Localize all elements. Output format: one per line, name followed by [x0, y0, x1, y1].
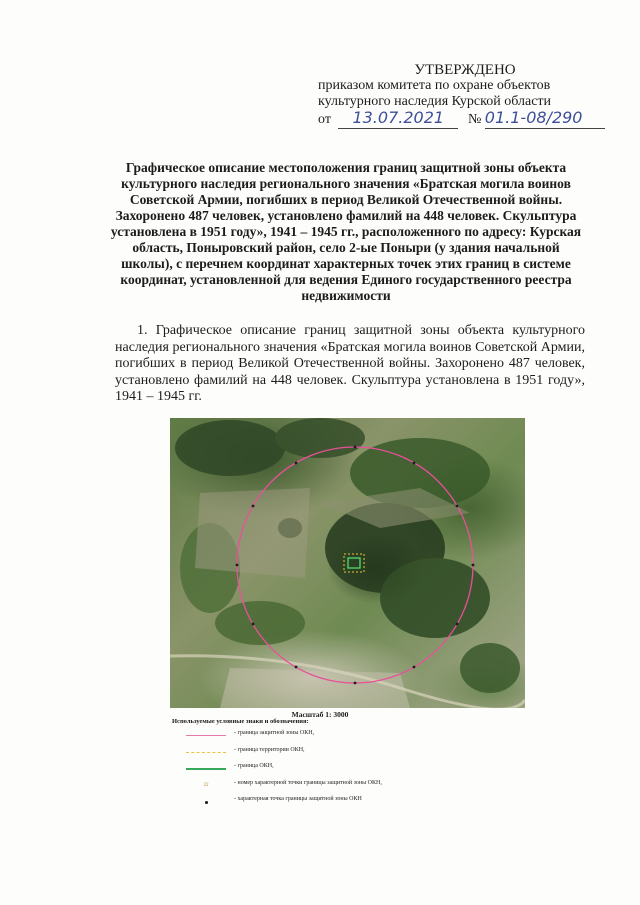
- number-label: №: [467, 112, 482, 127]
- characteristic-point: [295, 666, 298, 669]
- legend-label: - граница защитной зоны ОКН,: [234, 730, 315, 736]
- section-paragraph: [115, 323, 585, 406]
- legend-label: - граница ОКН,: [234, 763, 274, 769]
- legend-label: - номер характерной точки границы защитной зоны ОКН,: [234, 779, 382, 786]
- number-field: [485, 110, 605, 129]
- satellite-map: [170, 418, 525, 708]
- field-patch: [220, 668, 410, 708]
- field-patch: [195, 488, 310, 578]
- paragraph-text: 1. Графическое описание границ защитной зоны объекта культурного наследия регионального значения «Братская могила воинов Советской Армии, погибших в период Великой Отечественной войны. Захоронено 487 человек, установлено фамилий на 448 человек. Скульптура установлена в 1951 году», 1941 – 1945 гг.: [115, 323, 585, 404]
- approval-line-1: приказом комитета по охране объектов: [318, 78, 551, 93]
- characteristic-point: [472, 564, 475, 567]
- yellow-dashed-line-icon: [186, 752, 226, 759]
- point-number-icon: 22: [203, 782, 209, 788]
- characteristic-point: [295, 462, 298, 465]
- characteristic-point: [252, 623, 255, 626]
- legend-item-territory-boundary: [172, 745, 532, 762]
- point-dot-icon: [186, 799, 226, 805]
- from-label: от: [318, 112, 331, 127]
- tree-cluster: [460, 643, 520, 693]
- legend-item-zone-boundary: [172, 728, 532, 745]
- green-line-icon: [186, 768, 226, 776]
- pink-line-icon: [186, 735, 226, 742]
- map-scale: Масштаб 1: 3000: [291, 710, 349, 719]
- approval-line-2: культурного наследия Курской области: [318, 94, 552, 109]
- document-title: Графическое описание местоположения границ защитной зоны объекта культурного наследия регионального значения «Братская могила воинов Советской Армии, погибших в период Великой Отечественной войны. Захоронено 487 человек, установлено фамилий на 448 человек. Скульптура установлена в 1951 году», 1941 – 1945 гг., расположенного по адресу: Курская область, Поныровский район, село 2-ые Поныри (у здания начальной школы), с перечнем координат характерных точек этих границ в системе координат, установленной для ведения Единого государственного реестра недвижимости: [110, 160, 582, 303]
- characteristic-point: [413, 666, 416, 669]
- approval-date-number-row: [318, 110, 618, 128]
- legend-item-characteristic-point: [172, 794, 532, 811]
- characteristic-point: [413, 462, 416, 465]
- legend-label: - граница территории ОКН,: [234, 746, 305, 753]
- legend: [172, 728, 532, 811]
- approval-block: [318, 62, 618, 128]
- legend-label: - характерная точка границы защитной зоны ОКН: [234, 796, 362, 802]
- characteristic-point: [456, 505, 459, 508]
- handwritten-number: 01.1-08/290: [484, 108, 583, 127]
- legend-item-point-number: [172, 778, 532, 795]
- characteristic-point: [354, 682, 357, 685]
- characteristic-point: [354, 446, 357, 449]
- map-overlay: [170, 418, 525, 708]
- characteristic-point: [252, 505, 255, 508]
- handwritten-date: 13.07.2021: [352, 108, 445, 127]
- legend-item-object-boundary: [172, 761, 532, 778]
- tree-cluster: [215, 601, 305, 645]
- approval-heading: УТВЕРЖДЕНО: [414, 62, 516, 78]
- tree-cluster: [175, 420, 285, 476]
- characteristic-point: [236, 564, 239, 567]
- date-field: [338, 110, 458, 129]
- characteristic-point: [456, 623, 459, 626]
- legend-title: Используемые условные знаки и обозначения:: [172, 718, 309, 725]
